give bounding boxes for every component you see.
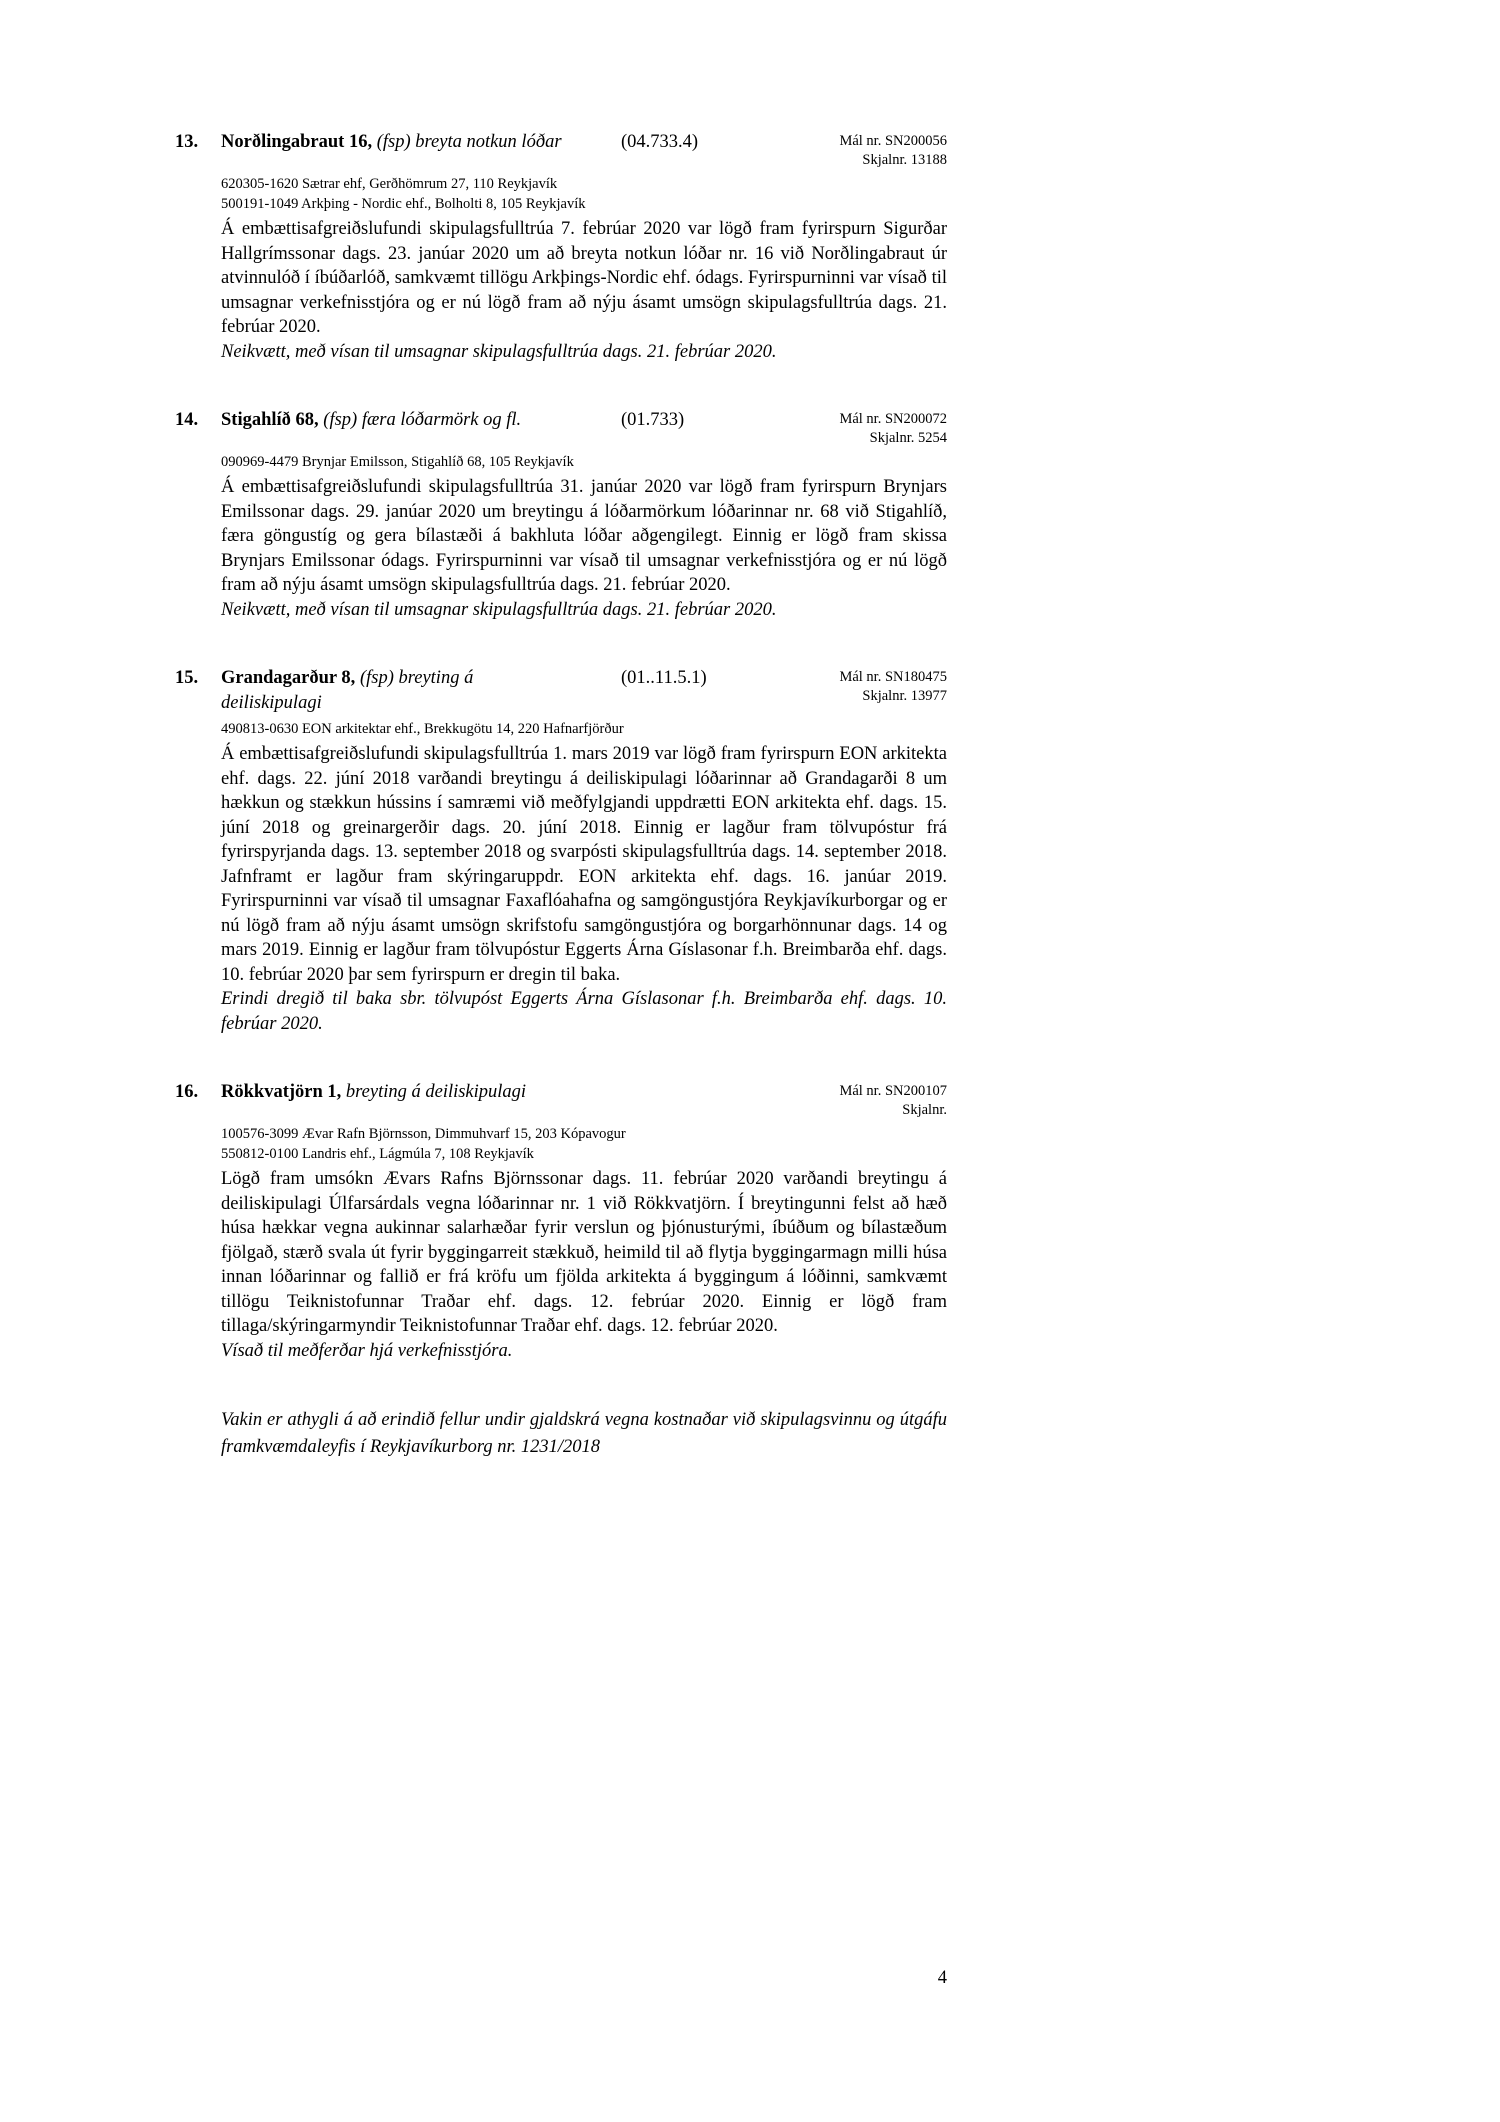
item-body: Á embættisafgreiðslufundi skipulagsfulltrúa 7. febrúar 2020 var lögð fram fyrirspurn Sigurðar Hallgrímssonar dags. 23. janúar 2020 um að breyta notkun lóðar nr. 16 við Norðlingabraut úr atvinnulóð í íbúðarlóð, samkvæmt tillögu Arkþings-Nordic ehf. ódags. Fyrirspurninni var vísað til umsagnar verkefnisstjóra og er nú lögð fram að nýju ásamt umsögn skipulagsfulltrúa dags. 21. febrúar 2020. (221, 219, 947, 337)
case-reference (839, 130, 947, 170)
item-heading (221, 1080, 947, 1120)
party-list (221, 1124, 947, 1164)
party-line: 090969-4479 Brynjar Emilsson, Stigahlíð 68, 105 Reykjavík (221, 454, 574, 470)
item-title-type: (fsp) færa lóðarmörk og fl. (323, 410, 522, 430)
party-line: 550812-0100 Landris ehf., Lágmúla 7, 108 Reykjavík (221, 1146, 534, 1162)
item-title-type: (fsp) breyting á deiliskipulagi (221, 668, 474, 713)
item-title-type: breyting á deiliskipulagi (345, 1082, 527, 1102)
item-number: 13. (175, 132, 199, 152)
item-body: Lögð fram umsókn Ævars Rafns Björnssonar dags. 11. febrúar 2020 varðandi breytingu á deiliskipulagi Úlfarsárdals vegna lóðarinnar nr. 1 við Rökkvatjörn. Í breytingunni felst að hæð húsa hækkar vegna aukinnar salarhæðar fyrir verslun og þjónusturými, íbúðum og bílastæðum fjölgað, stærð svala út fyrir byggingarreit stækkuð, heimild til að flytja byggingarmagn milli húsa innan lóðarinnar og fallið er frá kröfu um fjölda arkitekta á byggingum á lóðinni, samkvæmt tillögu Teiknistofunnar Traðar ehf. dags. 12. febrúar 2020. Einnig er lögð fram tillaga/skýringarmyndir Teiknistofunnar Traðar ehf. dags. 12. febrúar 2020. (221, 1169, 947, 1336)
case-number: Mál nr. SN200107 (839, 1083, 947, 1099)
item-number: 14. (175, 410, 199, 430)
item-plan-code: (04.733.4) (621, 132, 699, 152)
document-number: Skjalnr. 13188 (862, 152, 947, 168)
item-number: 15. (175, 668, 199, 688)
item-body: Á embættisafgreiðslufundi skipulagsfulltrúa 31. janúar 2020 var lögð fram fyrirspurn Brynjars Emilssonar dags. 29. janúar 2020 um breytingu á lóðarmörkum lóðarinnar nr. 68 við Stigahlíð, færa göngustíg og gera bílastæði á bakhluta lóðar aðgengilegt. Einnig er lögð fram skissa Brynjars Emilssonar ódags. Fyrirspurninni var vísað til umsagnar verkefnisstjóra og er nú lögð fram að nýju ásamt umsögn skipulagsfulltrúa dags. 21. febrúar 2020. (221, 477, 947, 595)
party-line: 490813-0630 EON arkitektar ehf., Brekkugötu 14, 220 Hafnarfjörður (221, 721, 624, 737)
party-list (221, 452, 947, 472)
case-number: Mál nr. SN200056 (839, 133, 947, 149)
case-number: Mál nr. SN200072 (839, 411, 947, 427)
item-title (221, 130, 576, 155)
item-decision: Erindi dregið til baka sbr. tölvupóst Eggerts Árna Gíslasonar f.h. Breimbarða ehf. dags. 10. febrúar 2020. (221, 989, 947, 1034)
party-list (221, 719, 947, 739)
party-list (221, 174, 947, 214)
case-reference (839, 408, 947, 448)
item-content (221, 408, 947, 622)
item-heading (221, 408, 947, 448)
case-number: Mál nr. SN180475 (839, 669, 947, 685)
case-reference (839, 1080, 947, 1120)
item-decision: Neikvætt, með vísan til umsagnar skipulagsfulltrúa dags. 21. febrúar 2020. (221, 599, 777, 620)
agenda-item (175, 1080, 947, 1363)
item-title-address: Norðlingabraut 16, (221, 132, 373, 152)
item-title-address: Rökkvatjörn 1, (221, 1082, 342, 1102)
fee-notice: Vakin er athygli á að erindið fellur undir gjaldskrá vegna kostnaðar við skipulagsvinnu og útgáfu framkvæmdaleyfis í Reykjavíkurborg nr. 1231/2018 (221, 1410, 947, 1457)
document-number: Skjalnr. 13977 (862, 688, 947, 704)
item-plan-code: (01.733) (621, 410, 685, 430)
item-title (221, 1080, 839, 1105)
item-plan-code: (01..11.5.1) (621, 668, 707, 688)
item-heading (221, 130, 947, 170)
party-line: 500191-1049 Arkþing - Nordic ehf., Bolholti 8, 105 Reykjavík (221, 196, 586, 212)
item-title (221, 666, 576, 715)
agenda-item (175, 666, 947, 1036)
item-title-address: Grandagarður 8, (221, 668, 356, 688)
item-title-type: (fsp) breyta notkun lóðar (376, 132, 562, 152)
item-content (221, 1080, 947, 1363)
page-number: 4 (937, 1968, 947, 1988)
document-number: Skjalnr. (902, 1102, 947, 1118)
document-number: Skjalnr. 5254 (869, 430, 947, 446)
page-content (175, 130, 947, 1461)
item-content (221, 666, 947, 1036)
case-reference (839, 666, 947, 706)
party-line: 620305-1620 Sætrar ehf, Gerðhömrum 27, 110 Reykjavík (221, 176, 558, 192)
item-decision: Vísað til meðferðar hjá verkefnisstjóra. (221, 1340, 513, 1361)
agenda-item (175, 130, 947, 364)
agenda-item (175, 408, 947, 622)
item-decision: Neikvætt, með vísan til umsagnar skipulagsfulltrúa dags. 21. febrúar 2020. (221, 341, 777, 362)
item-content (221, 130, 947, 364)
item-number: 16. (175, 1082, 199, 1102)
item-body: Á embættisafgreiðslufundi skipulagsfulltrúa 1. mars 2019 var lögð fram fyrirspurn EON arkitekta ehf. dags. 22. júní 2018 varðandi breytingu á deiliskipulagi lóðarinnar að Grandagarði 8 um hækkun og stækkun hússins í samræmi við meðfylgjandi uppdrætti EON arkitekta ehf. dags. 15. júní 2018 og greinargerðir dags. 20. júní 2018. Einnig er lagður fram tölvupóstur frá fyrirspyrjanda dags. 13. september 2018 og svarpósti skipulagsfulltrúa dags. 14. september 2018. Jafnframt er lagður fram skýringaruppdr. EON arkitekta ehf. dags. 16. janúar 2019. Fyrirspurninni var vísað til umsagnar Faxaflóahafna og samgöngustjóra Reykjavíkurborgar og er nú lögð fram að nýju ásamt umsögn skrifstofu samgöngustjóra og borgarhönnunar dags. 14 og mars 2019. Einnig er lagður fram tölvupóstur Eggerts Árna Gíslasonar f.h. Breimbarða ehf. dags. 10. febrúar 2020 þar sem fyrirspurn er dregin til baka. (221, 744, 947, 985)
item-title-address: Stigahlíð 68, (221, 410, 319, 430)
party-line: 100576-3099 Ævar Rafn Björnsson, Dimmuhvarf 15, 203 Kópavogur (221, 1126, 626, 1142)
item-heading (221, 666, 947, 715)
item-title (221, 408, 576, 433)
